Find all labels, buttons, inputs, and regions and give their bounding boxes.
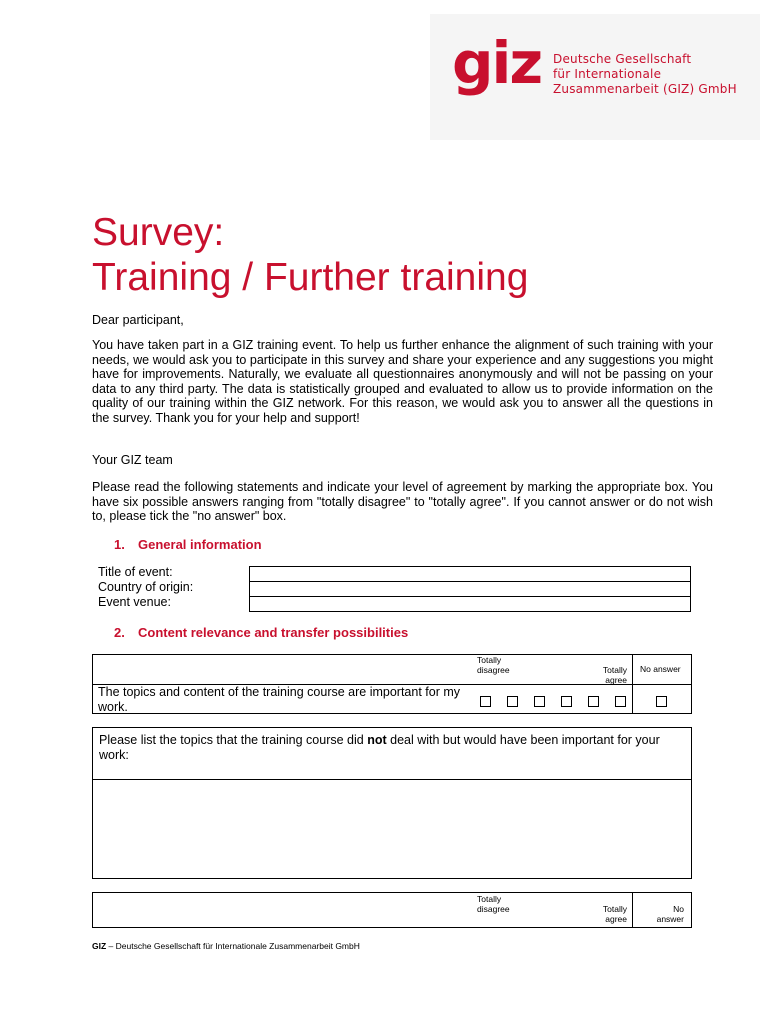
greeting: Dear participant, — [92, 313, 184, 327]
prompt-text-start: Please list the topics that the training course did — [99, 733, 368, 747]
footer-org-short: GIZ — [92, 941, 107, 951]
page-title — [92, 210, 528, 300]
scale-totally-disagree-line2: disagree — [477, 665, 510, 675]
section-1-number: 1. — [114, 537, 125, 552]
giz-logo — [430, 14, 760, 140]
scale-no-answer: No answer — [640, 664, 681, 674]
title-of-event-label: Title of event: — [98, 565, 173, 579]
logo-text — [553, 52, 737, 97]
prompt-text-emphasis: not — [367, 733, 387, 747]
footer-org-full: – Deutsche Gesellschaft für Internationale Zusammenarbeit GmbH — [106, 941, 360, 951]
title-line-1: Survey: — [92, 211, 225, 254]
section-1-heading — [114, 537, 262, 552]
missing-topics-prompt — [99, 733, 685, 762]
scale-totally-disagree-line1: Totally — [477, 655, 502, 665]
title-line-2: Training / Further training — [92, 256, 529, 299]
section-2-title: Content relevance and transfer possibilities — [138, 625, 409, 640]
scale-no-answer-line1: No — [673, 904, 684, 914]
scale-totally-agree-line2: agree — [605, 914, 627, 924]
table-divider — [632, 655, 633, 713]
intro-paragraph: You have taken part in a GIZ training event. To help us further enhance the alignment of such training with your needs, we would ask you to participate in this survey and share your experience and any suggestions you might have for improvements. Naturally, we evaluate all questionnaires anonymously and will not be passing on your data to any third party. The data is statistically grouped and evaluated to allow us to provide information on the quality of our training within the GIZ network. For this reason, we would ask you to answer all the questions in the survey. Thank you for your help and support! — [92, 338, 713, 425]
logo-line-3: Zusammenarbeit (GIZ) GmbH — [553, 82, 737, 96]
logo-mark: giz — [452, 29, 542, 97]
instructions-paragraph: Please read the following statements and indicate your level of agreement by marking the appropriate box. You have six possible answers ranging from "totally disagree" to "totally agree". If you cannot answer or do not wish to, please tick the "no answer" box. — [92, 480, 713, 523]
rating-checkbox-2[interactable] — [507, 696, 518, 707]
rating-checkbox-4[interactable] — [561, 696, 572, 707]
scale-totally-agree-line1: Totally — [602, 904, 627, 914]
section-2-heading — [114, 625, 408, 640]
prompt-text-end: deal with but would have been important for your work: — [99, 733, 660, 762]
event-venue-field[interactable] — [249, 596, 691, 612]
missing-topics-answer-area[interactable] — [93, 780, 691, 878]
rating-table-next — [92, 892, 692, 928]
no-answer-checkbox[interactable] — [656, 696, 667, 707]
rating-checkbox-3[interactable] — [534, 696, 545, 707]
rating-table-topics-importance — [92, 654, 692, 714]
section-1-title: General information — [138, 537, 262, 552]
scale-totally-disagree-line1: Totally — [477, 894, 502, 904]
signoff: Your GIZ team — [92, 453, 173, 467]
title-of-event-field[interactable] — [249, 566, 691, 582]
logo-line-2: für Internationale — [553, 67, 662, 81]
logo-line-1: Deutsche Gesellschaft — [553, 52, 692, 66]
event-venue-label: Event venue: — [98, 595, 171, 609]
scale-totally-disagree-line2: disagree — [477, 904, 510, 914]
country-of-origin-field[interactable] — [249, 581, 691, 597]
scale-totally-agree-line2: agree — [605, 675, 627, 685]
scale-totally-agree-line1: Totally — [602, 665, 627, 675]
statement-topics-important: The topics and content of the training course are important for my work. — [98, 685, 460, 714]
scale-no-answer-line2: answer — [656, 914, 684, 924]
rating-checkbox-1[interactable] — [480, 696, 491, 707]
country-of-origin-label: Country of origin: — [98, 580, 194, 594]
section-2-number: 2. — [114, 625, 125, 640]
rating-checkbox-5[interactable] — [588, 696, 599, 707]
page-footer — [92, 941, 360, 951]
rating-checkbox-6[interactable] — [615, 696, 626, 707]
missing-topics-box — [92, 727, 692, 879]
table-divider — [632, 893, 633, 927]
